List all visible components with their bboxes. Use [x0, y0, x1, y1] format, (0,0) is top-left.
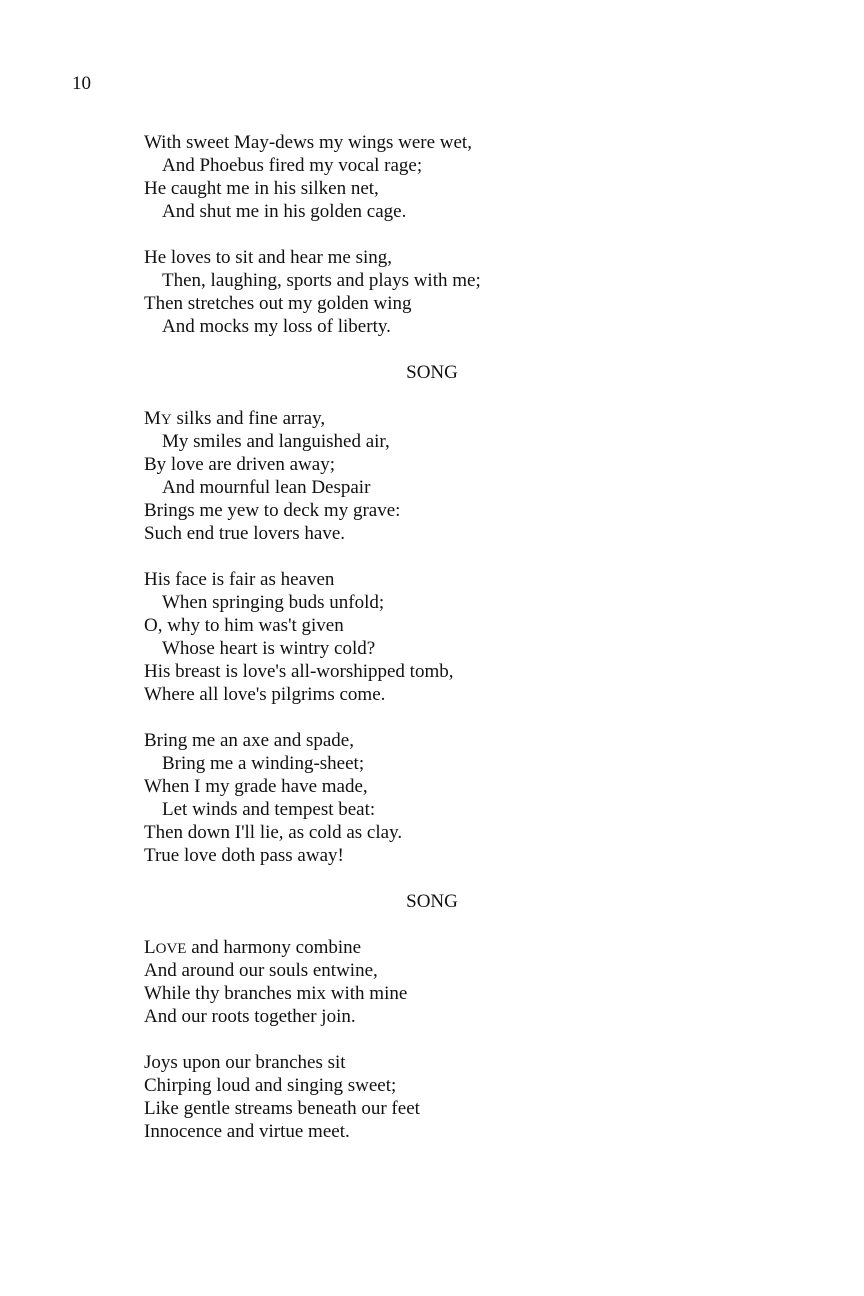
poem-line: Innocence and virtue meet. — [144, 1121, 350, 1142]
poem-line: His breast is love's all-worshipped tomb, — [144, 661, 454, 682]
poem-line: Then, laughing, sports and plays with me; — [162, 270, 481, 291]
first-line-rest: and harmony combine — [186, 937, 362, 958]
poem-first-line — [144, 936, 744, 959]
drop-initial: L — [144, 937, 156, 958]
poem-line: Chirping loud and singing sweet; — [144, 1075, 397, 1096]
poem-line: When I my grade have made, — [144, 776, 368, 797]
poem-line: With sweet May-dews my wings were wet, — [144, 132, 472, 153]
poem-line: Bring me an axe and spade, — [144, 730, 354, 751]
poem-line: And mournful lean Despair — [162, 477, 371, 498]
poem-line: And our roots together join. — [144, 1006, 356, 1027]
poem-line: Bring me a winding-sheet; — [162, 753, 365, 774]
stanza — [144, 246, 744, 338]
poem-line: True love doth pass away! — [144, 845, 344, 866]
poem-line: By love are driven away; — [144, 454, 335, 475]
small-caps-text: OVE — [155, 941, 187, 957]
poem-line: He caught me in his silken net, — [144, 178, 379, 199]
poem-line: Brings me yew to deck my grave: — [144, 500, 401, 521]
stanza — [144, 568, 744, 706]
poem-line: And around our souls entwine, — [144, 960, 378, 981]
stanza — [144, 729, 744, 867]
first-line-rest: silks and fine array, — [171, 408, 326, 429]
poem-line: He loves to sit and hear me sing, — [144, 247, 393, 268]
poem-content — [144, 131, 744, 1166]
poem-line: Then down I'll lie, as cold as clay. — [144, 822, 403, 843]
stanza — [144, 936, 744, 1028]
page-number: 10 — [72, 73, 91, 94]
song-title: SONG — [406, 891, 458, 912]
poem-line: Like gentle streams beneath our feet — [144, 1098, 420, 1119]
poem-line: While thy branches mix with mine — [144, 983, 408, 1004]
stanza — [144, 407, 744, 545]
poem-line: And mocks my loss of liberty. — [162, 316, 391, 337]
poem-line: Whose heart is wintry cold? — [162, 638, 376, 659]
small-caps-text: Y — [160, 412, 172, 428]
poem-line: And Phoebus fired my vocal rage; — [162, 155, 423, 176]
poem-line: When springing buds unfold; — [162, 592, 385, 613]
stanza — [144, 131, 744, 223]
song-title: SONG — [406, 362, 458, 383]
drop-initial: M — [144, 408, 161, 429]
poem-line: Joys upon our branches sit — [144, 1052, 346, 1073]
poem-first-line — [144, 407, 744, 430]
poem-line: Such end true lovers have. — [144, 523, 346, 544]
poem-line: Let winds and tempest beat: — [162, 799, 376, 820]
stanza — [144, 1051, 744, 1143]
poem-line: Then stretches out my golden wing — [144, 293, 412, 314]
poem-line: His face is fair as heaven — [144, 569, 335, 590]
poem-line: O, why to him was't given — [144, 615, 344, 636]
poem-line: Where all love's pilgrims come. — [144, 684, 386, 705]
poem-line: And shut me in his golden cage. — [162, 201, 407, 222]
poem-line: My smiles and languished air, — [162, 431, 390, 452]
